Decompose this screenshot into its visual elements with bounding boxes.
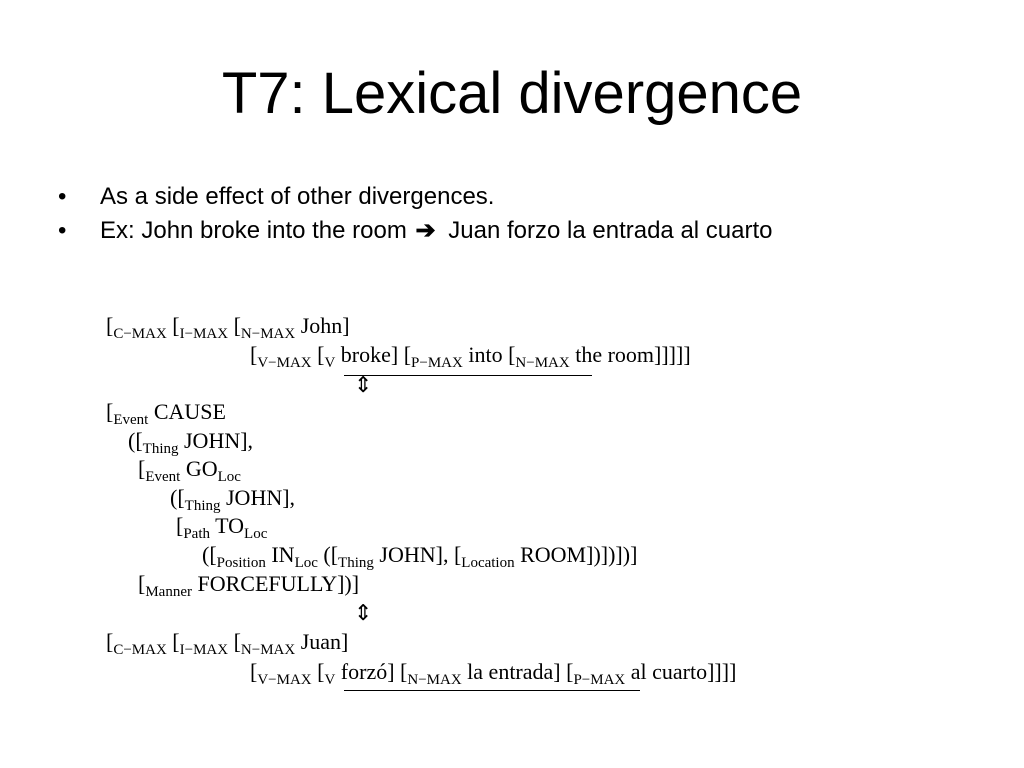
slide-title: T7: Lexical divergence (221, 61, 803, 126)
double-arrow-icon: ⇕ (354, 373, 373, 398)
word-john: John] (295, 313, 350, 338)
label-nmax: N−MAX (407, 672, 462, 688)
right-arrow-icon: ➔ (415, 217, 436, 244)
label-vmax: V−MAX (257, 672, 312, 688)
lcs-line-1: [$_{Event}$ CAUSE (106, 399, 226, 428)
underline-spanish (344, 690, 640, 691)
label-v: V (324, 672, 336, 688)
lcs-line-5: [$_{Path}$ $TO_{Loc}$ (176, 513, 268, 542)
lcs-line-3: [$_{Event}$ $GO_{Loc}$ (138, 456, 241, 485)
label-nmax: N−MAX (240, 326, 296, 342)
spanish-syntax-line-2: [$_{V-MAX}$ [$_V$ forzó] [$_{N-MAX}$ la entrada] [$_{P-MAX}$ al cuarto]]]] (250, 659, 737, 688)
label-pmax: P−MAX (573, 672, 626, 688)
label-cmax: C−MAX (113, 642, 167, 658)
label-nmax: N−MAX (515, 355, 570, 371)
lcs-line-6: ([$_{Position}$ $IN_{Loc}$ ([$_{Thing}$ JOHN], [$_{Location}$ ROOM])])])] (202, 542, 638, 571)
lcs-line-2: ([$_{Thing}$ JOHN], (128, 428, 254, 457)
bullet-text: As a side effect of other divergences. (100, 183, 495, 210)
lcs-line-7: [$_{Manner}$ FORCEFULLY])] (138, 571, 360, 600)
word-la-entrada: la entrada] [ (461, 659, 574, 684)
label-nmax: N−MAX (240, 642, 296, 658)
word-the-room: the room]]]]] (569, 342, 691, 367)
spanish-syntax-line-1: [$_{C-MAX}$ [$_{I-MAX}$ [$_{N-MAX}$ Juan] (106, 629, 349, 658)
word-forzo: forzó] [ (335, 659, 408, 684)
bullet-text-english: Ex: John broke into the room (100, 217, 407, 244)
label-pmax: P−MAX (411, 355, 463, 371)
label-imax: I−MAX (179, 326, 229, 342)
label-vmax: V−MAX (257, 355, 312, 371)
word-al-cuarto: al cuarto]]]] (625, 659, 737, 684)
word-broke: broke] [ (335, 342, 412, 367)
bullet-glyph: • (58, 217, 67, 244)
bullet-glyph: • (58, 183, 67, 210)
english-syntax-line-1: [$_{C-MAX}$ [$_{I-MAX}$ [$_{N-MAX}$ John] (106, 313, 350, 342)
lcs-line-4: ([$_{Thing}$ JOHN], (170, 485, 296, 514)
label-imax: I−MAX (179, 642, 229, 658)
double-arrow-icon: ⇕ (354, 601, 373, 626)
word-juan: Juan] (295, 629, 349, 654)
word-into: into [ (462, 342, 516, 367)
label-cmax: C−MAX (113, 326, 167, 342)
underline-english (344, 375, 592, 376)
bullet-text-spanish: Juan forzo la entrada al cuarto (448, 217, 773, 244)
english-syntax-line-2: [$_{V-MAX}$ [$_V$ broke] [$_{P-MAX}$ into [$_{N-MAX}$ the room]]]]] (250, 342, 691, 371)
label-v: V (324, 355, 336, 371)
